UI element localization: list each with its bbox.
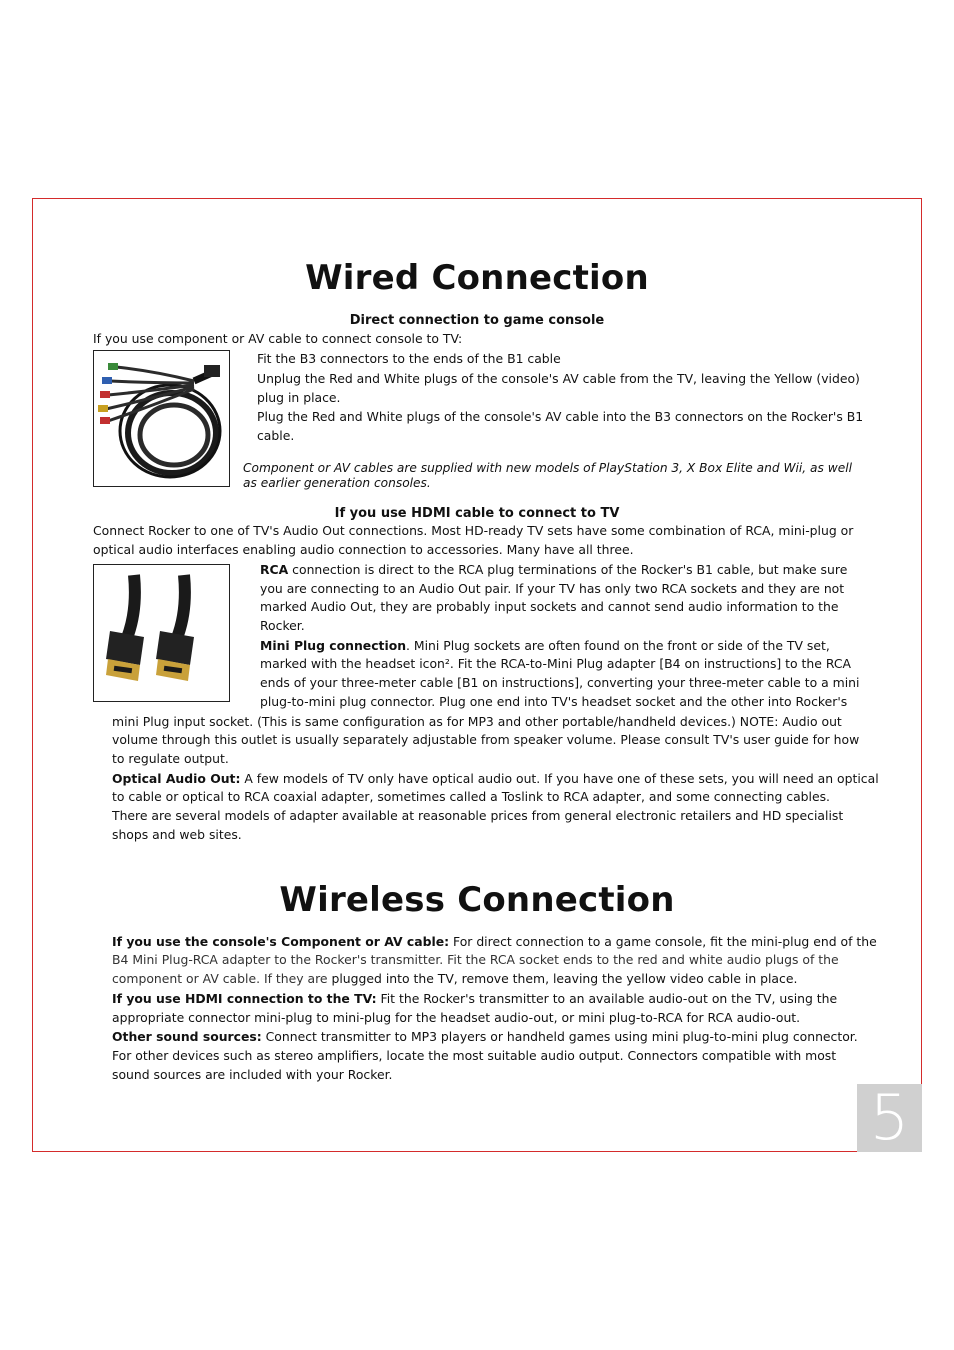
step-1: Fit the B3 connectors to the ends of the B1 cable: [257, 351, 561, 366]
av-cable-image: [93, 350, 230, 487]
optical-line-2: to cable or optical to RCA coaxial adapter, sometimes called a Toslink to RCA adapter, and some connecting cables.: [112, 789, 831, 804]
mini-line-7: to regulate output.: [112, 751, 229, 766]
hdmi-wireless-label: If you use HDMI connection to the TV:: [112, 991, 377, 1006]
optical-line-1: Optical Audio Out: A few models of TV only have optical audio out. If you have one of these sets, you will need an optical: [112, 771, 879, 786]
mini-line-5: mini Plug input socket. (This is same configuration as for MP3 and other portable/handheld devices.) NOTE: Audio out: [112, 714, 842, 729]
mini-plug-label: Mini Plug connection: [260, 638, 407, 653]
rca-label: RCA: [260, 562, 289, 577]
wired-connection-title: Wired Connection: [305, 258, 649, 298]
cable-caption-2: as earlier generation consoles.: [243, 476, 431, 490]
other-sources-label: Other sound sources:: [112, 1029, 262, 1044]
comp-label: If you use the console's Component or AV cable:: [112, 934, 450, 949]
rca-line-4: Rocker.: [260, 618, 305, 633]
rca-line-3: marked Audio Out, they are probably input sockets and cannot send audio information to the: [260, 599, 839, 614]
other-line-1: Other sound sources: Connect transmitter to MP3 players or handheld games using mini plug-to-mini plug connector.: [112, 1029, 858, 1044]
cable-caption-1: Component or AV cables are supplied with new models of PlayStation 3, X Box Elite and Wii, as well: [243, 461, 852, 475]
step-3: Plug the Red and White plugs of the console's AV cable into the B3 connectors on the Rocker's B1: [257, 409, 864, 424]
comp-line-3: component or AV cable. If they are plugged into the TV, remove them, leaving the yellow video cable in place.: [112, 971, 798, 986]
wireless-connection-title: Wireless Connection: [279, 880, 675, 920]
other-line-2: For other devices such as stereo amplifiers, locate the most suitable audio output. Connectors compatible with most: [112, 1048, 837, 1063]
comp-line-2: B4 Mini Plug-RCA adapter to the Rocker's transmitter. Fit the RCA socket ends to the red and white audio plugs of the: [112, 952, 839, 967]
hdmi-intro-1: Connect Rocker to one of TV's Audio Out connections. Most HD-ready TV sets have some combination of RCA, mini-plug or: [93, 523, 854, 538]
comp-line-1: If you use the console's Component or AV cable: For direct connection to a game console, fit the mini-plug end of the: [112, 934, 877, 949]
hdmi-wireless-line-1: If you use HDMI connection to the TV: Fit the Rocker's transmitter to an available audio-out on the TV, using the: [112, 991, 838, 1006]
mini-line-3: ends of your three-meter cable [B1 on instructions], converting your three-meter cable to a mini: [260, 675, 860, 690]
optical-line-4: shops and web sites.: [112, 827, 242, 842]
direct-intro: If you use component or AV cable to connect console to TV:: [93, 331, 463, 346]
step-3-cont: cable.: [257, 428, 295, 443]
step-2-cont: plug in place.: [257, 390, 341, 405]
mini-line-1: Mini Plug connection. Mini Plug sockets are often found on the front or side of the TV set,: [260, 638, 830, 653]
mini-line-2: marked with the headset icon². Fit the RCA-to-Mini Plug adapter [B4 on instructions] to the RCA: [260, 656, 851, 671]
direct-connection-heading: Direct connection to game console: [349, 313, 605, 328]
step-2: Unplug the Red and White plugs of the console's AV cable from the TV, leaving the Yellow (video): [257, 371, 860, 386]
optical-line-3: There are several models of adapter available at reasonable prices from general electronic retailers and HD specialist: [112, 808, 844, 823]
hdmi-heading: If you use HDMI cable to connect to TV: [334, 506, 620, 521]
mini-line-4: plug-to-mini plug connector. Plug one end into TV's headset socket and the other into Rocker's: [260, 694, 848, 709]
other-line-3: sound sources are included with your Rocker.: [112, 1067, 393, 1082]
hdmi-intro-2: optical audio interfaces enabling audio connection to accessories. Many have all three.: [93, 542, 634, 557]
rca-line-1: RCA connection is direct to the RCA plug terminations of the Rocker's B1 cable, but make sure: [260, 562, 848, 577]
hdmi-cable-image: [93, 564, 230, 702]
hdmi-wireless-line-2: appropriate connector mini-plug to mini-plug for the headset audio-out, or mini plug-to-RCA for RCA audio-out.: [112, 1010, 801, 1025]
mini-line-6: volume through this outlet is usually separately adjustable from speaker volume. Please consult TV's user guide for how: [112, 732, 860, 747]
page-number: 5: [857, 1084, 922, 1152]
rca-line-2: you are connecting to an Audio Out pair. If your TV has only two RCA sockets and they are not: [260, 581, 845, 596]
optical-label: Optical Audio Out:: [112, 771, 241, 786]
